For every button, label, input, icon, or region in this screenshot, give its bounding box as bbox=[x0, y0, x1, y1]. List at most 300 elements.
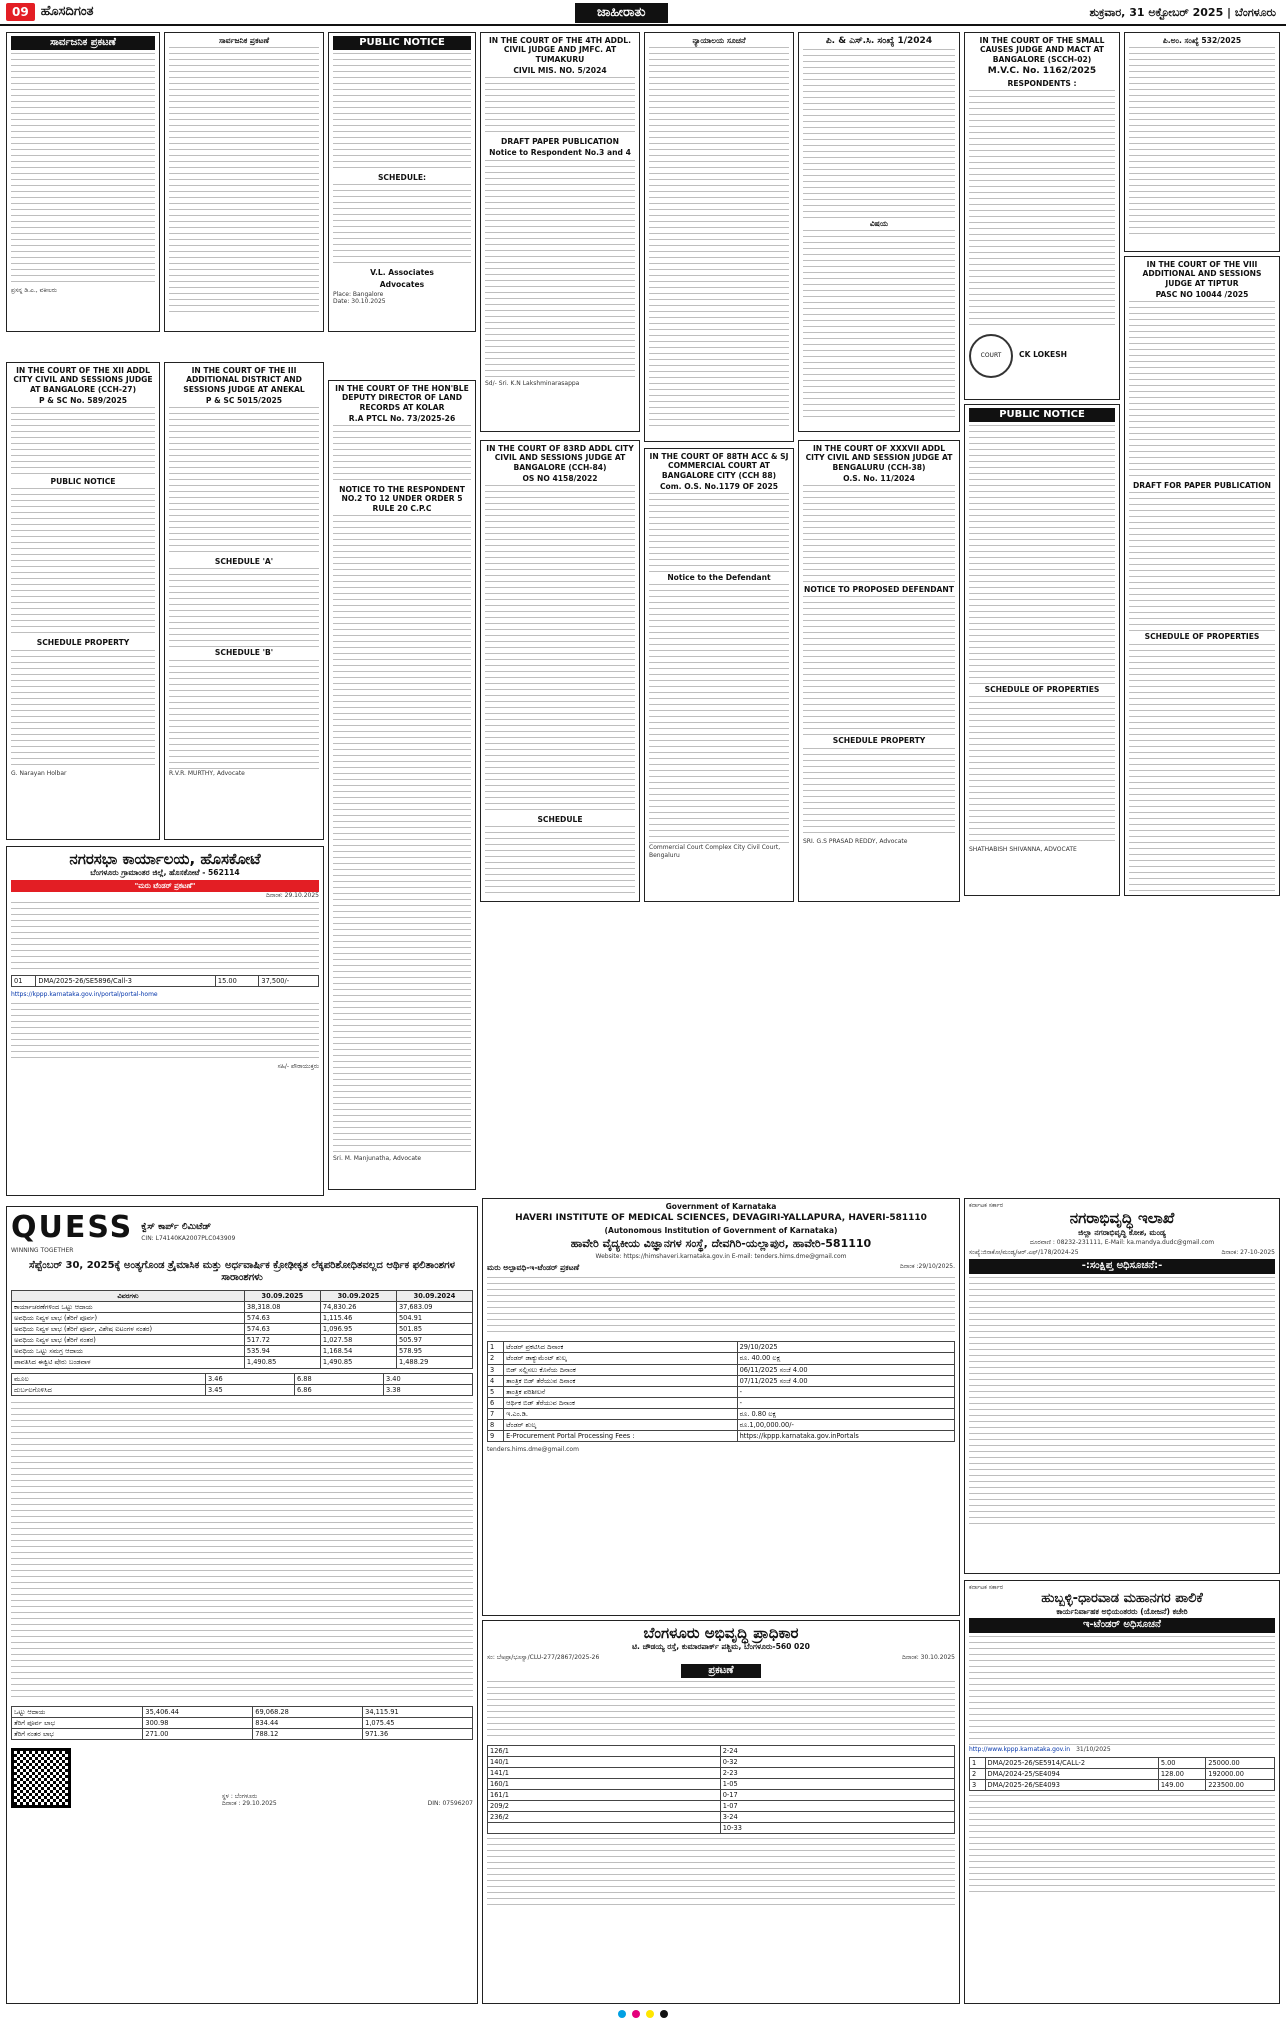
table-cell: ಒಟ್ಟು ಆದಾಯ bbox=[12, 1706, 143, 1717]
table-row bbox=[12, 976, 319, 987]
qr-code[interactable] bbox=[11, 1748, 71, 1808]
schedule-b-heading: SCHEDULE 'B' bbox=[214, 648, 274, 658]
ad-address: ಟಿ. ಚೌಡಯ್ಯ ರಸ್ತೆ, ಕುಮಾರಪಾರ್ಕ್ ಪಶ್ಚಿಮ, ಬೆಂಗಳೂರು-560 020 bbox=[632, 1642, 810, 1652]
case-number: M.V.C. No. 1162/2025 bbox=[987, 65, 1097, 76]
case-number: ಪಿ. & ಎಸ್.ಸಿ. ಸಂಖ್ಯೆ 1/2024 bbox=[825, 36, 933, 46]
company-cin: CIN: L74140KA2007PLC043909 bbox=[141, 1234, 236, 1242]
page-number: 09 bbox=[6, 3, 35, 22]
table-cell: 574.63 bbox=[244, 1324, 320, 1335]
table-row bbox=[12, 1313, 473, 1324]
ad-court-cch38 bbox=[798, 440, 960, 902]
eps-table bbox=[11, 1373, 473, 1396]
table-cell: 34,115.91 bbox=[363, 1706, 473, 1717]
table-cell: DMA/2025-26/SE4093 bbox=[985, 1779, 1158, 1790]
case-number: PASC NO 10044 /2025 bbox=[1155, 289, 1249, 299]
table-cell: 271.00 bbox=[143, 1728, 253, 1739]
table-cell: ಪಾವತಿಸಿದ ಈಕ್ವಿಟಿ ಷೇರು ಬಂಡವಾಳ bbox=[12, 1357, 245, 1368]
case-number: R.A PTCL No. 73/2025-26 bbox=[348, 413, 456, 423]
ad-body-text-2 bbox=[11, 488, 155, 638]
table-total-row bbox=[488, 1823, 955, 1834]
table-cell: 3 bbox=[970, 1779, 986, 1790]
tender-amount-1: 15.00 bbox=[215, 976, 259, 987]
table-row bbox=[12, 1373, 473, 1384]
ad-court-kolar bbox=[328, 380, 476, 1190]
quess-logo: QUESS bbox=[11, 1210, 134, 1245]
table-row bbox=[488, 1430, 955, 1441]
table-cell: 2-23 bbox=[720, 1768, 954, 1779]
table-cell bbox=[488, 1823, 721, 1834]
table-cell: 9 bbox=[488, 1430, 504, 1441]
ad-title: ಹುಬ್ಬಳ್ಳಿ-ಧಾರವಾಡ ಮಹಾನಗರ ಪಾಲಿಕೆ bbox=[1041, 1591, 1203, 1607]
institute-title-en: HAVERI INSTITUTE OF MEDICAL SCIENCES, DEVAGIRI-YALLAPURA, HAVERI-581110 bbox=[515, 1213, 927, 1224]
schedule-a-heading: SCHEDULE 'A' bbox=[214, 557, 274, 566]
court-title: IN THE COURT OF XXXVII ADDL CITY CIVIL AND SESSION JUDGE AT BENGALURU (CCH-38) bbox=[805, 444, 953, 472]
ad-body-text-2 bbox=[803, 230, 955, 420]
ad-body-text bbox=[333, 53, 471, 173]
ad-date: Date: 30.10.2025 bbox=[333, 298, 386, 306]
seal-label: COURT bbox=[980, 352, 1002, 360]
table-cell: ರೂ. 0.80 ಲಕ್ಷ bbox=[737, 1408, 954, 1419]
tender-reference: DMA/2025-26/SE5896/Call-3 bbox=[36, 976, 216, 987]
notice-heading: ಪ್ರಕಟಣೆ bbox=[681, 1664, 761, 1678]
table-row bbox=[12, 1324, 473, 1335]
results-headline: ಸೆಪ್ಟೆಂಬರ್ 30, 2025ಕ್ಕೆ ಅಂತ್ಯಗೊಂಡ ತ್ರೈಮಾಸಿಕ ಮತ್ತು ಅರ್ಧವಾರ್ಷಿಕ ಕ್ರೋಢೀಕೃತ ಲೆಕ್ಕಪರಿಶೋಧಿತವಲ್ಲದ ಆರ್ಥಿಕ ಫಲಿತಾಂಶಗಳ ಸಾರಾಂಶಗಳು bbox=[29, 1259, 455, 1284]
director-din: DIN: 07596207 bbox=[427, 1800, 473, 1808]
table-cell: 69,068.28 bbox=[253, 1706, 363, 1717]
ad-date: ದಿನಾಂಕ: 27-10-2025 bbox=[1221, 1249, 1275, 1257]
print-registration-marks bbox=[0, 2008, 1286, 2020]
schedule-text bbox=[333, 184, 471, 264]
total-value: 10-33 bbox=[720, 1823, 954, 1834]
table-row bbox=[12, 1728, 473, 1739]
table-cell: 5.00 bbox=[1158, 1757, 1205, 1768]
table-cell: 971.36 bbox=[363, 1728, 473, 1739]
ad-body-text-2 bbox=[485, 160, 635, 380]
ad-body-text bbox=[487, 1277, 955, 1337]
table-row bbox=[488, 1386, 955, 1397]
ad-title: ನಗರಸಭಾ ಕಾರ್ಯಾಲಯ, ಹೊಸಕೋಟೆ bbox=[69, 850, 261, 868]
table-cell: ಇ.ಎಂ.ಡಿ. bbox=[504, 1408, 737, 1419]
institute-title-kn: ಹಾವೇರಿ ವೈದ್ಯಕೀಯ ವಿಜ್ಞಾನಗಳ ಸಂಸ್ಥೆ, ದೇವಗಿರಿ-ಯಲ್ಲಾಪುರ, ಹಾವೇರಿ-581110 bbox=[570, 1237, 872, 1251]
schedule-text bbox=[485, 826, 635, 896]
table-cell: 6.86 bbox=[294, 1384, 383, 1395]
ad-signature: ಸಹಿ/- ಪೌರಾಯುಕ್ತರು bbox=[277, 1062, 319, 1070]
tender-notice-heading: ಮರು ಅಲ್ಪಾವಧಿ-ಇ-ಟೆಂಡರ್ ಪ್ರಕಟಣೆ bbox=[487, 1263, 580, 1273]
table-cell: E-Procurement Portal Processing Fees : bbox=[504, 1430, 737, 1441]
tender-table bbox=[969, 1757, 1275, 1791]
table-cell: 1 bbox=[970, 1757, 986, 1768]
portal-link[interactable]: https://kppp.karnataka.gov.in/portal/portal-home bbox=[11, 991, 158, 999]
ad-body-text bbox=[969, 1277, 1275, 1527]
ad-body-text-2 bbox=[969, 1795, 1275, 1895]
masthead: ಹೊಸದಿಗಂತ bbox=[40, 4, 94, 20]
court-title: IN THE COURT OF 83RD ADDL CITY CIVIL AND SESSIONS JUDGE AT BANGALORE (CCH-84) bbox=[486, 444, 634, 472]
schedule-b-text bbox=[169, 660, 319, 770]
table-cell: 4 bbox=[488, 1375, 504, 1386]
table-cell: 788.12 bbox=[253, 1728, 363, 1739]
ad-court-anekal bbox=[164, 362, 324, 840]
schedule-text bbox=[969, 696, 1115, 846]
table-cell: 501.85 bbox=[396, 1324, 472, 1335]
ad-body-text-2 bbox=[11, 1003, 319, 1063]
ad-body-text bbox=[969, 425, 1115, 685]
case-number: OS NO 4158/2022 bbox=[522, 473, 598, 483]
table-cell: 128.00 bbox=[1158, 1768, 1205, 1779]
ad-title: ನಗರಾಭಿವೃದ್ಧಿ ಇಲಾಖೆ bbox=[1069, 1209, 1175, 1228]
table-header-cell: ವಿವರಗಳು bbox=[12, 1291, 245, 1302]
table-cell: ಟೆಂಡರ್ ಡಾಕ್ಯುಮೆಂಟ್ ಶುಲ್ಕ bbox=[504, 1353, 737, 1364]
portal-link[interactable]: http://www.kppp.karnataka.gov.in bbox=[969, 1745, 1071, 1753]
schedule-text bbox=[1129, 644, 1275, 894]
table-cell: 574.63 bbox=[244, 1313, 320, 1324]
ad-body-text bbox=[803, 49, 955, 219]
ad-signature: V.L. Associates bbox=[370, 268, 434, 278]
table-row bbox=[12, 1335, 473, 1346]
table-cell: - bbox=[737, 1386, 954, 1397]
table-cell: 504.91 bbox=[396, 1313, 472, 1324]
survey-table bbox=[487, 1745, 955, 1834]
ad-signature: SHATHABISH SHIVANNA, ADVOCATE bbox=[969, 846, 1077, 854]
table-row bbox=[488, 1353, 955, 1364]
ad-body-text bbox=[485, 77, 635, 137]
ad-kannada-notice-1 bbox=[6, 32, 160, 332]
ad-body-text-2 bbox=[649, 584, 789, 844]
court-title: IN THE COURT OF THE VIII ADDITIONAL AND SESSIONS JUDGE AT TIPTUR bbox=[1142, 260, 1262, 288]
notice-heading: ಇ-ಟೆಂಡರ್ ಅಧಿಸೂಚನೆ bbox=[969, 1618, 1275, 1632]
table-cell: ಮೂಲ bbox=[12, 1373, 206, 1384]
court-title: IN THE COURT OF THE III ADDITIONAL DISTRICT AND SESSIONS JUDGE AT ANEKAL bbox=[183, 366, 305, 394]
table-cell: - bbox=[737, 1397, 954, 1408]
table-row bbox=[970, 1779, 1275, 1790]
table-row bbox=[970, 1768, 1275, 1779]
table-row bbox=[488, 1801, 955, 1812]
table-cell: 3 bbox=[488, 1364, 504, 1375]
table-cell: 160/1 bbox=[488, 1779, 721, 1790]
gov-label: ಕರ್ನಾಟಕ ಸರ್ಕಾರ bbox=[969, 1584, 1004, 1591]
table-cell: 2 bbox=[970, 1768, 986, 1779]
table-cell: 1,027.58 bbox=[320, 1335, 396, 1346]
ad-haveri-tender bbox=[482, 1198, 960, 1616]
tender-schedule-table bbox=[487, 1341, 955, 1441]
institute-subtitle: (Autonomous Institution of Government of Karnataka) bbox=[604, 1226, 838, 1236]
schedule-heading: SCHEDULE OF PROPERTIES bbox=[984, 685, 1100, 695]
ad-signature-role: Advocates bbox=[379, 279, 425, 289]
table-cell: ಬಿಡ್ ಸಲ್ಲಿಸಲು ಕೊನೆಯ ದಿನಾಂಕ bbox=[504, 1364, 737, 1375]
page-header bbox=[0, 0, 1286, 26]
schedule-text bbox=[803, 748, 955, 838]
table-cell: 223500.00 bbox=[1206, 1779, 1275, 1790]
table-cell: 1,115.46 bbox=[320, 1313, 396, 1324]
ad-title: ನ್ಯಾಯಾಲಯ ಸೂಚನೆ bbox=[692, 36, 746, 45]
table-cell: https://kppp.karnataka.gov.inPortals bbox=[737, 1430, 954, 1441]
table-cell: 5 bbox=[488, 1386, 504, 1397]
ad-hosakote-tender bbox=[6, 846, 324, 1196]
table-row bbox=[12, 1357, 473, 1368]
ad-date: ದಿನಾಂಕ :29/10/2025. bbox=[899, 1263, 955, 1271]
table-cell: 0-32 bbox=[720, 1757, 954, 1768]
table-cell: 161/1 bbox=[488, 1790, 721, 1801]
schedule-heading: SCHEDULE PROPERTY bbox=[36, 638, 130, 648]
table-row bbox=[488, 1342, 955, 1353]
ad-kannada-notice-2 bbox=[164, 32, 324, 332]
table-cell: ಅವಧಿಯ ನಿವ್ವಳ ಲಾಭ (ತೆರಿಗೆ ನಂತರ) bbox=[12, 1335, 245, 1346]
section-title: ಜಾಹೀರಾತು bbox=[575, 3, 668, 23]
table-cell: 1-07 bbox=[720, 1801, 954, 1812]
standalone-table bbox=[11, 1706, 473, 1740]
contact-email[interactable]: tenders.hims.dme@gmail.com bbox=[487, 1445, 579, 1453]
table-cell: 37,683.09 bbox=[396, 1302, 472, 1313]
ad-subtitle: Notice to the Defendant bbox=[667, 573, 771, 582]
case-number: Com. O.S. No.1179 OF 2025 bbox=[659, 481, 779, 491]
ad-subtitle: NOTICE TO THE RESPONDENT NO.2 TO 12 UNDER ORDER 5 RULE 20 C.P.C bbox=[339, 485, 465, 513]
case-number: P & SC 5015/2025 bbox=[205, 395, 283, 405]
ad-body-text bbox=[649, 493, 789, 573]
table-header-cell: 30.09.2024 bbox=[396, 1291, 472, 1302]
court-title: IN THE COURT OF THE HON'BLE DEPUTY DIRECTOR OF LAND RECORDS AT KOLAR bbox=[335, 384, 469, 412]
table-cell: 209/2 bbox=[488, 1801, 721, 1812]
ad-body-text bbox=[803, 485, 955, 585]
table-cell: 6.88 bbox=[294, 1373, 383, 1384]
ref-number: ಸಂಖ್ಯೆ:ಜಿನಾಕೋ/ಮಂಡ್ಯ/ಆರ್.ಎಫ್/178/2024-25 bbox=[969, 1249, 1079, 1257]
ad-date: ದಿನಾಂಕ : 29.10.2025 bbox=[221, 1800, 277, 1808]
ad-subtitle: ವಿಷಯ bbox=[869, 218, 889, 228]
schedule-heading: SCHEDULE: bbox=[377, 173, 427, 183]
case-number: P & SC No. 589/2025 bbox=[38, 395, 128, 405]
ad-body-text bbox=[11, 902, 319, 972]
ad-subtitle: PUBLIC NOTICE bbox=[50, 477, 116, 486]
table-cell: 578.95 bbox=[396, 1346, 472, 1357]
table-row bbox=[12, 1717, 473, 1728]
table-cell: ರೂ. 40.00 ಲಕ್ಷ bbox=[737, 1353, 954, 1364]
ad-title: PUBLIC NOTICE bbox=[969, 408, 1115, 422]
table-row bbox=[488, 1768, 955, 1779]
ad-subtitle: NOTICE TO PROPOSED DEFENDANT bbox=[804, 585, 954, 594]
table-cell: ಅವಧಿಯ ಒಟ್ಟು ಸಮಗ್ರ ಆದಾಯ bbox=[12, 1346, 245, 1357]
table-cell: 1,168.54 bbox=[320, 1346, 396, 1357]
court-title: IN THE COURT OF THE SMALL CAUSES JUDGE AND MACT AT BANGALORE (SCCH-02) bbox=[979, 36, 1105, 64]
court-title: IN THE COURT OF THE 4TH ADDL. CIVIL JUDGE AND JMFC. AT TUMAKURU bbox=[488, 36, 632, 64]
table-cell: ಅವಧಿಯ ನಿವ್ವಳ ಲಾಭ (ತೆರಿಗೆ ಪೂರ್ವ, ವಿಶೇಷ ಐಟಂಗಳ ನಂತರ) bbox=[12, 1324, 245, 1335]
table-row bbox=[488, 1397, 955, 1408]
black-mark bbox=[660, 2010, 668, 2018]
ad-body-text bbox=[969, 1636, 1275, 1746]
court-title: IN THE COURT OF THE XII ADDL CITY CIVIL AND SESSIONS JUDGE AT BANGALORE (CCH-27) bbox=[13, 366, 153, 394]
website-line[interactable]: Website: https://himshaveri.karnataka.gov.in E-mail: tenders.hims.dme@gmail.com bbox=[595, 1252, 847, 1260]
table-cell: 06/11/2025 ಸಂಜೆ 4.00 bbox=[737, 1364, 954, 1375]
table-cell: ತಾಂತ್ರಿಕ ಬಿಡ್ ತೆರೆಯುವ ದಿನಾಂಕ bbox=[504, 1375, 737, 1386]
ad-subtitle: DRAFT FOR PAPER PUBLICATION bbox=[1132, 481, 1272, 490]
table-cell: ರೂ.1,00,000.00/- bbox=[737, 1419, 954, 1430]
table-row bbox=[12, 1384, 473, 1395]
table-cell: 1,490.85 bbox=[244, 1357, 320, 1368]
table-row bbox=[970, 1757, 1275, 1768]
contact-line: ದೂರವಾಣಿ : 08232-231111, E-Mail: ka.mandya.dudc@gmail.com bbox=[1029, 1238, 1215, 1246]
tender-table bbox=[11, 975, 319, 987]
tender-amount-2: 37,500/- bbox=[259, 976, 319, 987]
table-cell: ದುರ್ಬಲಗೊಳಿಸಿದ bbox=[12, 1384, 206, 1395]
ad-public-notice-2 bbox=[964, 404, 1120, 896]
ad-signature: Sd/- Sri. K.N Lakshminarasappa bbox=[485, 379, 580, 387]
ad-psc-notice bbox=[798, 32, 960, 432]
ad-court-notice-kannada bbox=[644, 32, 794, 442]
court-title: IN THE COURT OF 88TH ACC & SJ COMMERCIAL COURT AT BANGALORE CITY (CCH 88) bbox=[649, 452, 789, 480]
table-cell: 149.00 bbox=[1158, 1779, 1205, 1790]
table-cell: 236/2 bbox=[488, 1812, 721, 1823]
table-cell: 1,096.95 bbox=[320, 1324, 396, 1335]
ad-place: ಸ್ಥಳ : ಬೆಂಗಳೂರು bbox=[221, 1793, 258, 1801]
table-cell: ಕಾರ್ಯಾಚರಣೆಗಳಿಂದ ಒಟ್ಟು ಆದಾಯ bbox=[12, 1302, 245, 1313]
table-cell: 3.45 bbox=[205, 1384, 294, 1395]
table-cell: 01 bbox=[12, 976, 36, 987]
table-cell: 0-17 bbox=[720, 1790, 954, 1801]
table-row bbox=[488, 1812, 955, 1823]
ad-body-text bbox=[169, 407, 319, 557]
table-cell: 3.46 bbox=[205, 1373, 294, 1384]
ad-title: ಸಾರ್ವಜನಿಕ ಪ್ರಕಟಣೆ bbox=[11, 36, 155, 50]
table-row bbox=[488, 1757, 955, 1768]
table-row bbox=[488, 1790, 955, 1801]
table-cell: ಆರ್ಥಿಕ ಬಿಡ್ ತೆರೆಯುವ ದಿನಾಂಕ bbox=[504, 1397, 737, 1408]
court-seal bbox=[969, 334, 1013, 378]
table-cell: 74,830.26 bbox=[320, 1302, 396, 1313]
table-row bbox=[488, 1364, 955, 1375]
ad-subtitle: ಜಿಲ್ಲಾ ನಗರಾಭಿವೃದ್ಧಿ ಕೋಶ, ಮಂಡ್ಯ bbox=[1078, 1227, 1166, 1237]
clerk-name: CK LOKESH bbox=[1019, 350, 1068, 360]
ad-body-text-2 bbox=[1129, 492, 1275, 632]
table-row bbox=[12, 1346, 473, 1357]
table-cell: 3-24 bbox=[720, 1812, 954, 1823]
ad-hdmc-tender bbox=[964, 1580, 1280, 2004]
ad-body-text bbox=[169, 47, 319, 317]
notice-heading: -:ಸಂಕ್ಷಿಪ್ತ ಅಧಿಸೂಚನೆ:- bbox=[969, 1259, 1275, 1273]
schedule-text bbox=[11, 650, 155, 770]
results-table bbox=[11, 1290, 473, 1368]
ad-court-tiptur bbox=[1124, 256, 1280, 896]
table-cell: 192000.00 bbox=[1206, 1768, 1275, 1779]
table-row bbox=[488, 1375, 955, 1386]
table-row bbox=[488, 1779, 955, 1790]
case-number: CIVIL MIS. NO. 5/2024 bbox=[513, 65, 607, 75]
yellow-mark bbox=[646, 2010, 654, 2018]
ad-bda-notice bbox=[482, 1620, 960, 2004]
ad-subtitle: ಕಾರ್ಯನಿರ್ವಾಹಕ ಅಭಿಯಂತರರು (ಯೋಜನೆ) ಕಚೇರಿ bbox=[1056, 1607, 1188, 1617]
magenta-mark bbox=[632, 2010, 640, 2018]
ad-body-text bbox=[487, 1681, 955, 1741]
ad-title: ಸಾರ್ವಜನಿಕ ಪ್ರಕಟಣೆ bbox=[218, 36, 269, 45]
table-row bbox=[488, 1419, 955, 1430]
ad-date: ದಿನಾಂಕ: 29.10.2025 bbox=[266, 892, 319, 900]
table-cell: ತೆರಿಗೆ ಪೂರ್ವ ಲಾಭ bbox=[12, 1717, 143, 1728]
ad-title: ಬೆಂಗಳೂರು ಅಭಿವೃದ್ಧಿ ಪ್ರಾಧಿಕಾರ bbox=[643, 1624, 799, 1642]
ad-body-text bbox=[485, 485, 635, 815]
ad-signature: G. Narayan Holbar bbox=[11, 769, 67, 777]
table-cell: 35,406.44 bbox=[143, 1706, 253, 1717]
table-cell: 140/1 bbox=[488, 1757, 721, 1768]
table-cell: 7 bbox=[488, 1408, 504, 1419]
ad-body-text bbox=[1129, 301, 1275, 481]
table-cell: 126/1 bbox=[488, 1746, 721, 1757]
ad-court-cch27 bbox=[6, 362, 160, 840]
schedule-heading: SCHEDULE PROPERTY bbox=[832, 736, 926, 746]
table-cell: ಟೆಂಡರ್ ಪ್ರಕಟಿಸಿದ ದಿನಾಂಕ bbox=[504, 1342, 737, 1353]
ad-body-text bbox=[11, 53, 155, 283]
ad-body-text-2 bbox=[333, 515, 471, 1155]
tender-heading: "ಮರು ಟೆಂಡರ್ ಪ್ರಕಟಣೆ" bbox=[11, 880, 319, 893]
schedule-heading: SCHEDULE OF PROPERTIES bbox=[1144, 632, 1260, 642]
table-cell: 1,075.45 bbox=[363, 1717, 473, 1728]
table-cell: 141/1 bbox=[488, 1768, 721, 1779]
ad-body-text-2 bbox=[803, 596, 955, 736]
ad-pa-notice bbox=[1124, 32, 1280, 252]
table-cell: 3.38 bbox=[383, 1384, 472, 1395]
table-cell: 25000.00 bbox=[1206, 1757, 1275, 1768]
ad-urban-dev-mandya bbox=[964, 1198, 1280, 1574]
ad-body-text bbox=[11, 407, 155, 477]
table-header-cell: 30.09.2025 bbox=[244, 1291, 320, 1302]
schedule-a-text bbox=[169, 568, 319, 648]
table-cell: 517.72 bbox=[244, 1335, 320, 1346]
ad-court-cch88 bbox=[644, 448, 794, 902]
ad-signature: Commercial Court Complex City Civil Court, Bengaluru bbox=[649, 844, 781, 859]
ad-body-text bbox=[1129, 47, 1275, 237]
table-cell: 505.97 bbox=[396, 1335, 472, 1346]
ad-public-notice bbox=[328, 32, 476, 332]
table-cell: ಅವಧಿಯ ನಿವ್ವಳ ಲಾಭ (ತೆರಿಗೆ ಪೂರ್ವ) bbox=[12, 1313, 245, 1324]
table-cell: 1,490.85 bbox=[320, 1357, 396, 1368]
respondents-heading: RESPONDENTS : bbox=[1007, 78, 1077, 88]
quess-tagline: WINNING TOGETHER bbox=[11, 1246, 74, 1254]
table-cell: 2-24 bbox=[720, 1746, 954, 1757]
table-cell: 3.40 bbox=[383, 1373, 472, 1384]
table-cell: ತಾಂತ್ರಿಕ ಪರಿಶೀಲನೆ bbox=[504, 1386, 737, 1397]
ad-title: PUBLIC NOTICE bbox=[333, 36, 471, 50]
gov-label: Government of Karnataka bbox=[665, 1202, 777, 1211]
gov-label: ಕರ್ನಾಟಕ ಸರ್ಕಾರ bbox=[969, 1202, 1004, 1209]
company-name: ಕ್ವೆಸ್ ಕಾರ್ಪ್ ಲಿಮಿಟೆಡ್ bbox=[141, 1221, 212, 1232]
table-cell: 07/11/2025 ಸಂಜೆ 4.00 bbox=[737, 1375, 954, 1386]
table-cell: 2 bbox=[488, 1353, 504, 1364]
case-number: O.S. No. 11/2024 bbox=[843, 473, 915, 483]
ad-place: Place: Bangalore bbox=[333, 290, 384, 298]
ref-number: ಸಂ: ಬೆಅಪ್ರಾ/ಭೂಸ್ವಾ/CLU-277/2867/2025-26 bbox=[487, 1653, 600, 1661]
ad-signature: SRI. G.S PRASAD REDDY, Advocate bbox=[803, 837, 908, 845]
table-cell: 834.44 bbox=[253, 1717, 363, 1728]
ad-court-tumakuru bbox=[480, 32, 640, 432]
table-cell: ಟೆಂಡರ್ ಶುಲ್ಕ bbox=[504, 1419, 737, 1430]
ad-signature: R.V.R. MURTHY, Advocate bbox=[169, 769, 245, 777]
ad-subtitle-2: Notice to Respondent No.3 and 4 bbox=[489, 148, 631, 158]
notes-text bbox=[11, 1402, 473, 1702]
ad-date: ದಿನಾಂಕ: 30.10.2025 bbox=[902, 1653, 955, 1661]
ad-body-text bbox=[333, 425, 471, 485]
dateline: ಶುಕ್ರವಾರ, 31 ಅಕ್ಟೋಬರ್ 2025 | ಬೆಂಗಳೂರು bbox=[1089, 6, 1276, 19]
table-cell: ತೆರಿಗೆ ನಂತರ ಲಾಭ bbox=[12, 1728, 143, 1739]
table-row bbox=[12, 1706, 473, 1717]
open-date: 31/10/2025 bbox=[1076, 1745, 1111, 1753]
table-row bbox=[488, 1408, 955, 1419]
case-number: ಪಿ.ಅಂ. ಸಂಖ್ಯೆ 532/2025 bbox=[1162, 36, 1242, 45]
table-cell: 29/10/2025 bbox=[737, 1342, 954, 1353]
table-cell: DMA/2025-26/SE5914/CALL-2 bbox=[985, 1757, 1158, 1768]
table-cell: 300.98 bbox=[143, 1717, 253, 1728]
ad-subtitle: ಬೆಂಗಳೂರು ಗ್ರಾಮಾಂತರ ಜಿಲ್ಲೆ, ಹೊಸಕೋಟೆ - 562114 bbox=[90, 868, 240, 878]
schedule-heading: SCHEDULE bbox=[537, 815, 583, 824]
table-cell: 1 bbox=[488, 1342, 504, 1353]
cyan-mark bbox=[618, 2010, 626, 2018]
table-cell: 535.94 bbox=[244, 1346, 320, 1357]
table-cell: 8 bbox=[488, 1419, 504, 1430]
ad-signature: ಪ್ರಸನ್ನ ಡಿ.ಎ., ವಕೀಲರು bbox=[11, 287, 57, 295]
